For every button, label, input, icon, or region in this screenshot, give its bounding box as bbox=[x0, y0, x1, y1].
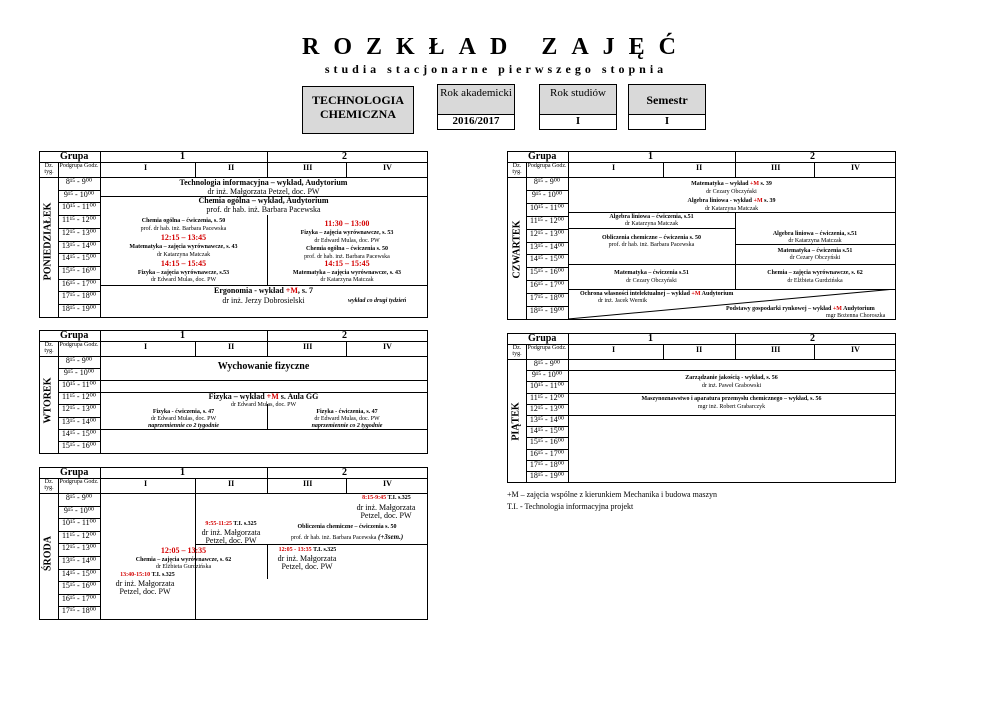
grupa-1-label: 1 bbox=[180, 467, 185, 478]
rok-studiow-box bbox=[539, 84, 617, 130]
sr-ti2-teacher: dr inż. Małgorzata Petzel, doc. PW bbox=[201, 528, 261, 546]
grupa-1-label: 1 bbox=[180, 330, 185, 341]
time-slot-label: 15¹⁵ - 16⁰⁰ bbox=[61, 581, 97, 591]
time-slot-label: 9¹⁵ - 10⁰⁰ bbox=[63, 189, 95, 199]
sr-ti4-teacher: dr inż. Małgorzata Petzel, doc. PW bbox=[356, 503, 416, 521]
pon-erg-note: wykład co drugi tydzień bbox=[348, 298, 407, 304]
time-slot-label: 14¹⁵ - 15⁰⁰ bbox=[529, 426, 565, 436]
semestr-label: Semestr bbox=[629, 85, 705, 115]
sub-i-label: I bbox=[612, 345, 616, 354]
kierunek-label: TECHNOLOGIA CHEMICZNA bbox=[311, 93, 404, 121]
grupa-1-label: 1 bbox=[648, 151, 653, 162]
sr-obl-note: (+3sem.) bbox=[377, 533, 404, 541]
wt-g2-note: naprzemiennie co 2 tygodnie bbox=[311, 423, 383, 429]
wt-fiz-teacher: dr Edward Mulas, doc. PW bbox=[230, 402, 297, 408]
sub-i-label: I bbox=[612, 163, 616, 172]
grupa-2-label: 2 bbox=[342, 151, 347, 162]
pon-c1-time2: 14:15 – 15:45 bbox=[160, 259, 207, 268]
sr-ti2-label: T.I. s.325 bbox=[233, 521, 257, 527]
wt-fiz-b: s. Aula GG bbox=[278, 392, 319, 401]
time-slot-label: 8¹⁵ - 9⁰⁰ bbox=[533, 177, 561, 186]
sr-ti4-time bbox=[346, 495, 427, 501]
podgrupa-godz-label: Podgrupa Godz. bbox=[527, 345, 567, 351]
pon-c2-fiz: Fizyka – zajęcia wyrównawcze, s. 53 bbox=[300, 230, 394, 236]
podgrupa-godz-label: Podgrupa Godz. bbox=[59, 342, 99, 348]
sr-ti3-teacher: dr inż. Małgorzata Petzel, doc. PW bbox=[277, 554, 337, 572]
time-slot-label: 14¹⁵ - 15⁰⁰ bbox=[61, 568, 97, 578]
dz-tyg-label: Dz. tyg. bbox=[44, 163, 54, 176]
czw-chem-title: Chemia – zajęcia wyrównawcze, s. 62 bbox=[767, 270, 863, 276]
time-slot-label: 13¹⁵ - 14⁰⁰ bbox=[61, 416, 97, 426]
czw-mat1-title: Matematyka – ćwiczenia s.51 bbox=[614, 270, 689, 276]
pon-ti-title: Technologia informacyjna – wykład, Audytorium bbox=[179, 178, 348, 187]
time-slot-label: 17¹⁵ - 18⁰⁰ bbox=[61, 606, 97, 616]
czw-mat-a: Matematyka – wykład bbox=[691, 181, 750, 187]
grupa-label: Grupa bbox=[528, 151, 557, 162]
day-sroda: ŚRODA bbox=[42, 536, 54, 572]
czw-alg-teacher: dr Katarzyna Matczak bbox=[704, 206, 759, 212]
sr-ti1-time bbox=[100, 572, 195, 578]
time-slot-label: 12¹⁵ - 13⁰⁰ bbox=[61, 543, 97, 553]
podgrupa-godz-label: Podgrupa Godz. bbox=[59, 163, 99, 169]
wt-fiz-a: Fizyka – wykład bbox=[208, 392, 267, 401]
time-slot-label: 9¹⁵ - 10⁰⁰ bbox=[63, 505, 95, 515]
time-slot-label: 9¹⁵ - 10⁰⁰ bbox=[531, 189, 563, 199]
czw-mat1-teacher: dr Cezary Obczyński bbox=[626, 278, 677, 284]
page-subtitle: studia stacjonarne pierwszego stopnia bbox=[324, 62, 668, 76]
pon-erg-m: +M bbox=[285, 286, 298, 295]
sub-iv-label: IV bbox=[851, 345, 860, 354]
czw-mat-title bbox=[568, 181, 895, 187]
grupa-2-label: 2 bbox=[342, 330, 347, 341]
pon-c1-time: 12:15 – 13:45 bbox=[160, 233, 207, 242]
czw-pgr-m: +M bbox=[832, 306, 842, 312]
block-sroda bbox=[39, 467, 428, 620]
block-czwartek bbox=[507, 151, 896, 320]
sub-iii-label: III bbox=[303, 163, 313, 172]
wt-g1-teacher: dr Edward Mulas, doc. PW bbox=[150, 416, 217, 422]
czw-alg-b: s. 39 bbox=[762, 198, 776, 204]
grupa-1-label: 1 bbox=[648, 333, 653, 344]
time-slot-label: 9¹⁵ - 10⁰⁰ bbox=[531, 370, 563, 380]
sub-i-label: I bbox=[144, 479, 148, 488]
note-m: +M – zajęcia wspólne z kierunkiem Mechanika i budowa maszyn bbox=[507, 490, 717, 499]
podgrupa-godz-label: Podgrupa Godz. bbox=[527, 163, 567, 169]
time-slot-label: 15¹⁵ - 16⁰⁰ bbox=[61, 265, 97, 275]
sub-iv-label: IV bbox=[383, 163, 392, 172]
czw-ochr-title bbox=[580, 291, 733, 297]
time-slot-label: 9¹⁵ - 10⁰⁰ bbox=[63, 368, 95, 378]
wt-g1-title: Fizyka - ćwiczenia, s. 47 bbox=[152, 409, 215, 415]
sub-ii-label: II bbox=[696, 163, 703, 172]
time-slot-label: 17¹⁵ - 18⁰⁰ bbox=[61, 291, 97, 301]
time-slot-label: 17¹⁵ - 18⁰⁰ bbox=[529, 293, 565, 303]
czw-ochr-teacher: dr inż. Jacek Wernik bbox=[598, 298, 648, 304]
page-title: ROZKŁAD ZAJĘĆ bbox=[301, 34, 691, 60]
time-slot-label: 14¹⁵ - 15⁰⁰ bbox=[61, 253, 97, 263]
grupa-2-label: 2 bbox=[810, 333, 815, 344]
grupa-2-label: 2 bbox=[810, 151, 815, 162]
time-slot-label: 11¹⁵ - 12⁰⁰ bbox=[62, 392, 96, 402]
time-slot-label: 13¹⁵ - 14⁰⁰ bbox=[61, 556, 97, 565]
rok-akademicki-label: Rok akademicki bbox=[438, 85, 514, 115]
time-slot-label: 12¹⁵ - 13⁰⁰ bbox=[529, 228, 565, 238]
sr-ti2-time-val: 9:55-11:25 bbox=[205, 521, 233, 527]
time-slot-label: 8¹⁵ - 9⁰⁰ bbox=[65, 356, 93, 365]
czw-alg2-title: Algebra liniowa – ćwiczenia, s.51 bbox=[772, 231, 858, 237]
pon-c2-mat: Matematyka – zajęcia wyrównawcze, s. 43 bbox=[292, 270, 402, 276]
sub-ii-label: II bbox=[228, 479, 235, 488]
czw-alg1-title: Algebra liniowa – ćwiczenia, s.51 bbox=[609, 214, 694, 220]
block-poniedzialek bbox=[39, 151, 428, 318]
grupa-label: Grupa bbox=[528, 333, 557, 344]
grupa-label: Grupa bbox=[60, 330, 89, 341]
czw-alg-m: +M bbox=[753, 198, 763, 204]
time-slot-label: 16¹⁵ - 17⁰⁰ bbox=[529, 280, 565, 290]
czw-pgr-title bbox=[726, 306, 875, 312]
time-slot-label: 18¹⁵ - 19⁰⁰ bbox=[61, 304, 97, 313]
sub-i-label: I bbox=[144, 163, 148, 172]
czw-pgr-teacher: mgr Bożenna Choroszka bbox=[826, 313, 886, 319]
sub-iii-label: III bbox=[303, 342, 313, 351]
pon-ti-teacher: dr inż. Małgorzata Petzel, doc. PW bbox=[207, 187, 320, 196]
time-slot-label: 12¹⁵ - 13⁰⁰ bbox=[529, 403, 565, 413]
czw-chem-teacher: dr Elżbieta Gurdzińska bbox=[787, 278, 843, 284]
wt-g1-note: naprzemiennie co 2 tygodnie bbox=[148, 423, 219, 429]
time-slot-label: 13¹⁵ - 14⁰⁰ bbox=[61, 240, 97, 250]
dz-tyg-label: Dz. tyg. bbox=[512, 345, 522, 358]
time-slot-label: 11¹⁵ - 12⁰⁰ bbox=[530, 392, 564, 402]
pon-c2-fiz-teacher: dr Edward Mulas, doc. PW bbox=[314, 238, 380, 244]
sub-iv-label: IV bbox=[383, 342, 392, 351]
dz-tyg-label: Dz. tyg. bbox=[44, 342, 54, 355]
pon-c1-teacher: prof. dr hab. inż. Barbara Pacewska bbox=[140, 226, 227, 232]
sr-ti2-time bbox=[195, 521, 267, 527]
pon-c2-time2: 14:15 – 15:45 bbox=[324, 259, 370, 268]
sr-ti4-label: T.I. s.325 bbox=[387, 495, 411, 501]
grupa-label: Grupa bbox=[60, 467, 89, 478]
time-slot-label: 13¹⁵ - 14⁰⁰ bbox=[529, 241, 565, 251]
day-wtorek: WTOREK bbox=[42, 377, 54, 424]
sr-ti3-time-val: 12:05 - 13:35 bbox=[278, 547, 312, 553]
wt-wf: Wychowanie fizyczne bbox=[217, 361, 310, 372]
time-slot-label: 11¹⁵ - 12⁰⁰ bbox=[530, 215, 564, 225]
sr-ti1-teacher: dr inż. Małgorzata Petzel, doc. PW bbox=[115, 579, 175, 597]
grupa-label: Grupa bbox=[60, 151, 89, 162]
sub-iv-label: IV bbox=[383, 479, 392, 488]
time-slot-label: 17¹⁵ - 18⁰⁰ bbox=[529, 459, 565, 469]
sr-ch-title: Chemia – zajęcia wyrównawcze, s. 62 bbox=[135, 557, 232, 563]
rok-studiow-label: Rok studiów bbox=[540, 85, 616, 115]
sub-iii-label: III bbox=[771, 345, 781, 354]
sr-ti4-time-val: 8:15-9:45 bbox=[362, 495, 387, 501]
time-slot-label: 11¹⁵ - 12⁰⁰ bbox=[62, 215, 96, 225]
legend-notes bbox=[507, 489, 717, 513]
sr-ch-teacher: dr Elżbieta Gurdzińska bbox=[155, 564, 212, 570]
czw-mat-m: +M bbox=[749, 181, 760, 187]
semestr-box bbox=[628, 84, 706, 130]
czw-ochr-a: Ochrona własności intelektualnej – wykład bbox=[580, 291, 692, 297]
time-slot-label: 15¹⁵ - 16⁰⁰ bbox=[529, 267, 565, 277]
pt-zj-title: Zarządzanie jakością - wykład, s. 56 bbox=[685, 375, 778, 381]
sub-iii-label: III bbox=[303, 479, 313, 488]
sub-ii-label: II bbox=[696, 345, 703, 354]
czw-obl-teacher: prof. dr hab. inż. Barbara Pacewska bbox=[608, 242, 695, 248]
pon-c1-title: Chemia ogólna – ćwiczenia, s. 50 bbox=[141, 218, 226, 224]
pt-mas-teacher: mgr inż. Robert Grabarczyk bbox=[697, 404, 766, 410]
pon-erg-b: , s. 7 bbox=[297, 286, 314, 295]
block-piatek bbox=[507, 333, 896, 483]
czw-alg-a: Algebra liniowa - wykład bbox=[687, 198, 754, 204]
czw-mat-b: s. 39 bbox=[759, 181, 772, 187]
note-ti: T.I. - Technologia informacyjna projekt bbox=[507, 502, 634, 511]
sr-ti3-label: T.I. s.325 bbox=[313, 547, 337, 553]
time-slot-label: 11¹⁵ - 12⁰⁰ bbox=[62, 530, 96, 540]
czw-alg-title bbox=[568, 198, 895, 204]
dz-tyg-label: Dz. tyg. bbox=[44, 479, 54, 492]
sub-i-label: I bbox=[144, 342, 148, 351]
pt-mas-title: Maszynoznawstwo i aparatura przemysłu chemicznego – wykład, s. 56 bbox=[641, 396, 822, 402]
grupa-2-label: 2 bbox=[342, 467, 347, 478]
pon-c2-time: 11:30 – 13:00 bbox=[324, 219, 370, 228]
rok-akademicki-box bbox=[437, 84, 515, 130]
pon-erg-teacher: dr inż. Jerzy Dobrosielski bbox=[222, 296, 305, 305]
wt-fiz-m: +M bbox=[266, 392, 279, 401]
sr-obl-teacher-wrap bbox=[267, 534, 427, 541]
czw-ochr-b: Audytorium bbox=[700, 291, 734, 297]
podgrupa-godz-label: Podgrupa Godz. bbox=[59, 479, 99, 485]
grupa-1-label: 1 bbox=[180, 151, 185, 162]
wt-g2-teacher: dr Edward Mulas, doc. PW bbox=[314, 416, 380, 422]
pon-erg-title bbox=[100, 287, 427, 295]
czw-mat-teacher: dr Cezary Obczyński bbox=[706, 189, 757, 195]
sr-obl-title: Obliczenia chemiczne – ćwiczenia s. 50 bbox=[297, 524, 397, 530]
rok-studiow-value: I bbox=[575, 115, 581, 127]
time-slot-label: 10¹⁵ - 11⁰⁰ bbox=[62, 380, 96, 390]
time-slot-label: 8¹⁵ - 9⁰⁰ bbox=[65, 493, 93, 502]
czw-alg1-teacher: dr Katarzyna Matczak bbox=[624, 221, 679, 227]
time-slot-label: 8¹⁵ - 9⁰⁰ bbox=[65, 177, 93, 186]
pon-c2-chem: Chemia ogólna – ćwiczenia s. 50 bbox=[306, 246, 388, 252]
time-slot-label: 8¹⁵ - 9⁰⁰ bbox=[533, 359, 561, 368]
pon-c2-chem-teacher: prof. dr hab. inż. Barbara Pacewska bbox=[304, 254, 390, 260]
kierunek-box bbox=[302, 86, 414, 134]
time-slot-label: 14¹⁵ - 15⁰⁰ bbox=[61, 428, 97, 438]
sr-obl-teacher: prof. dr hab. inż. Barbara Pacewska bbox=[290, 535, 377, 541]
day-czwartek: CZWARTEK bbox=[511, 220, 523, 279]
pon-c2-mat-teacher: dr Katarzyna Matczak bbox=[320, 277, 374, 283]
time-slot-label: 15¹⁵ - 16⁰⁰ bbox=[529, 437, 565, 447]
wt-g2-title: Fizyka - ćwiczenia, s. 47 bbox=[316, 409, 378, 415]
sub-ii-label: II bbox=[228, 342, 235, 351]
time-slot-label: 10¹⁵ - 11⁰⁰ bbox=[62, 518, 96, 528]
time-slot-label: 16¹⁵ - 17⁰⁰ bbox=[61, 593, 97, 603]
rok-akademicki-value: 2016/2017 bbox=[452, 115, 500, 127]
czw-obl-title: Obliczenia chemiczne – ćwiczenia s. 50 bbox=[602, 235, 701, 241]
time-slot-label: 18¹⁵ - 19⁰⁰ bbox=[529, 306, 565, 315]
pon-c1-fiz-teacher: dr Edward Mulas, doc. PW bbox=[150, 277, 217, 283]
time-slot-label: 10¹⁵ - 11⁰⁰ bbox=[530, 202, 564, 212]
time-slot-label: 16¹⁵ - 17⁰⁰ bbox=[529, 448, 565, 458]
time-slot-label: 16¹⁵ - 17⁰⁰ bbox=[61, 278, 97, 288]
sub-iv-label: IV bbox=[851, 163, 860, 172]
day-poniedzialek: PONIEDZIAŁEK bbox=[42, 202, 54, 281]
czw-ochr-m: +M bbox=[691, 291, 701, 297]
sub-ii-label: II bbox=[228, 163, 235, 172]
pon-c1-fiz: Fizyka – zajęcia wyrównawcze, s.53 bbox=[137, 270, 230, 276]
sr-ti1-time-val: 13:40-15:10 bbox=[120, 572, 151, 578]
pon-chem-teacher: prof. dr hab. inż. Barbara Pacewska bbox=[206, 205, 321, 214]
time-slot-label: 12¹⁵ - 13⁰⁰ bbox=[61, 227, 97, 237]
sr-ti1-label: T.I. s.325 bbox=[151, 572, 175, 578]
time-slot-label: 18¹⁵ - 19⁰⁰ bbox=[529, 471, 565, 480]
pon-erg-a: Ergonomia - wykład bbox=[213, 286, 286, 295]
pon-c1-mat: Matematyka – zajęcia wyrównawcze, s. 43 bbox=[129, 244, 238, 250]
czw-alg2-teacher: dr Katarzyna Matczak bbox=[788, 238, 842, 244]
czw-pgr-b: Audytorium bbox=[841, 306, 875, 312]
wt-fiz-title bbox=[100, 393, 427, 401]
block-wtorek bbox=[39, 330, 428, 454]
time-slot-label: 12¹⁵ - 13⁰⁰ bbox=[61, 404, 97, 414]
time-slot-label: 10¹⁵ - 11⁰⁰ bbox=[530, 381, 564, 391]
time-slot-label: 15¹⁵ - 16⁰⁰ bbox=[61, 440, 97, 450]
pon-chem-title: Chemia ogólna – wykład, Audytorium bbox=[198, 196, 329, 205]
czw-mat2-teacher: dr Cezary Obczyński bbox=[789, 255, 841, 261]
time-slot-label: 14¹⁵ - 15⁰⁰ bbox=[529, 254, 565, 264]
time-slot-label: 13¹⁵ - 14⁰⁰ bbox=[529, 415, 565, 424]
semestr-value: I bbox=[664, 115, 670, 127]
day-piatek: PIĄTEK bbox=[510, 402, 522, 441]
pon-c1-mat-teacher: dr Katarzyna Matczak bbox=[156, 252, 211, 258]
dz-tyg-label: Dz. tyg. bbox=[512, 163, 522, 176]
sr-ch-time: 12:05 – 13:35 bbox=[160, 546, 207, 555]
czw-mat2-title: Matematyka – ćwiczenia s.51 bbox=[777, 248, 853, 254]
czw-pgr-a: Podstawy gospodarki rynkowej – wykład bbox=[726, 306, 833, 312]
sub-iii-label: III bbox=[771, 163, 781, 172]
sr-ti3-time bbox=[267, 547, 348, 553]
pt-zj-teacher: dr inż. Paweł Grabowski bbox=[701, 383, 762, 389]
time-slot-label: 10¹⁵ - 11⁰⁰ bbox=[62, 202, 96, 212]
